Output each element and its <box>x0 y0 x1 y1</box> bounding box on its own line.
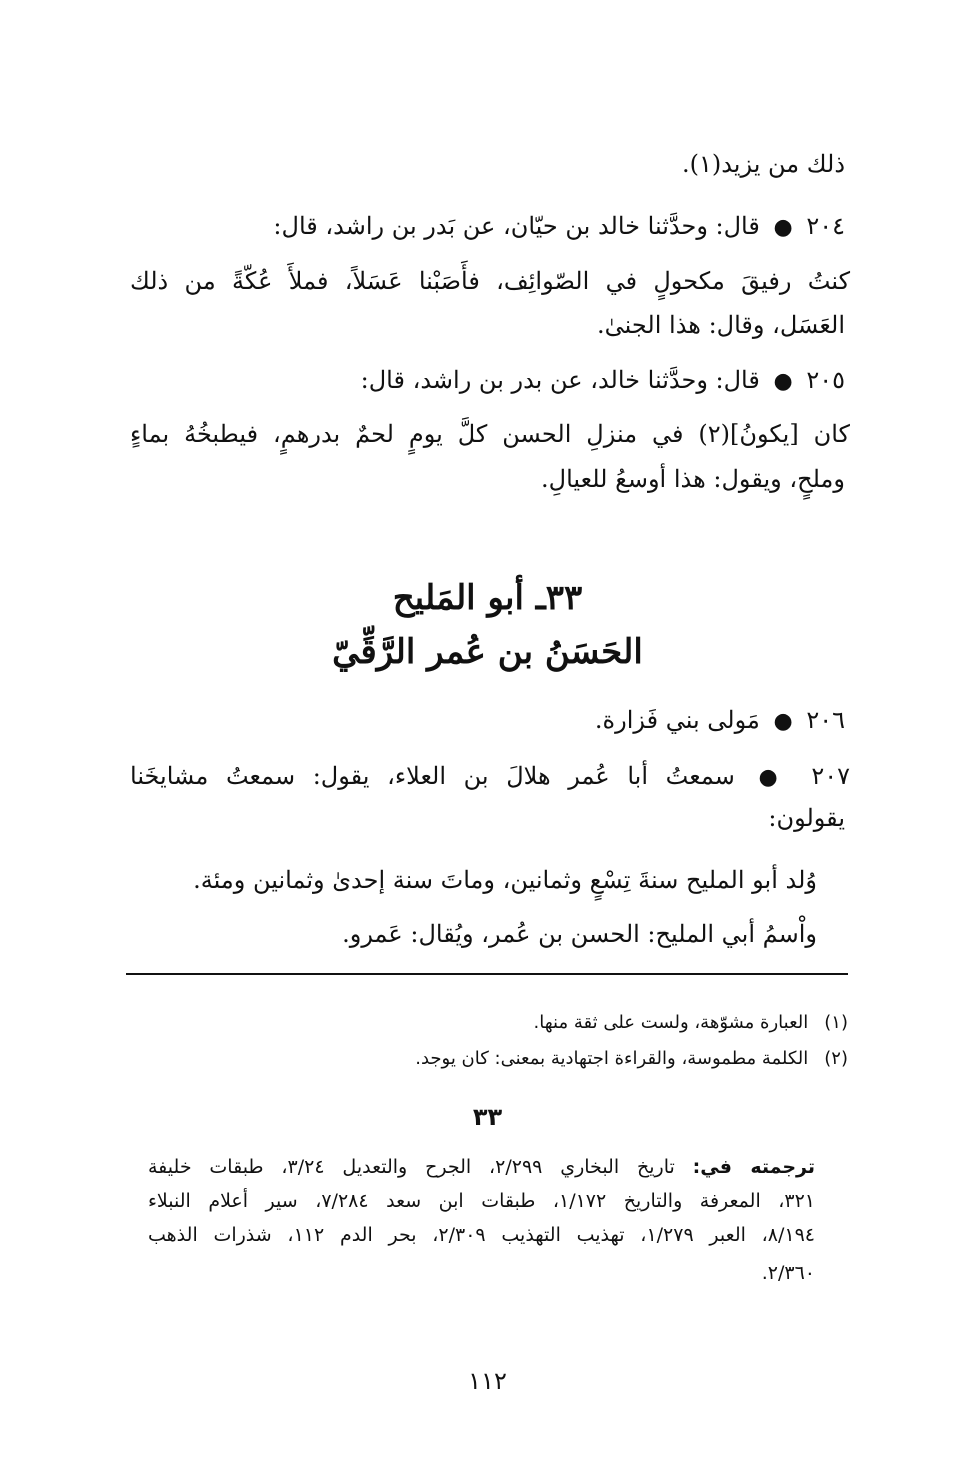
entry-text: مَولى بني فَزارة. <box>594 706 760 734</box>
page-number: ١١٢ <box>468 1367 507 1395</box>
bullet-icon: ● <box>773 709 793 734</box>
section-heading: ٣٣ـ أبو المَليح <box>392 578 583 618</box>
quote-line <box>130 465 845 494</box>
bullet-icon: ● <box>773 369 793 394</box>
quote-text: كنتُ رفيقَ مكحولٍ في الصّوائِف، فأَصَبْنا عَسَلاً، فملأَ عُكّةً من ذلك <box>130 267 850 295</box>
biography-text: ٢/٣٦٠. <box>761 1262 815 1284</box>
biography-line <box>148 1156 815 1179</box>
biography-line <box>148 1224 815 1247</box>
entry-204 <box>130 212 845 241</box>
biography-line <box>148 1190 815 1213</box>
quote-text: واْسمُ أبي المليح: الحسن بن عُمر، ويُقال: عَمرو. <box>342 920 817 948</box>
biography-text: ٨/١٩٤، العبر ١/٢٧٩، تهذيب التهذيب ٢/٣٠٩، بحر الدم ١١٢، شذرات الذهب <box>148 1224 815 1246</box>
footnote-text: العبارة مشوّهة، ولست على ثقة منها. <box>533 1012 809 1033</box>
quote-line <box>130 866 817 895</box>
quote-line <box>130 420 850 449</box>
entry-number: ٢٠٦ <box>806 706 845 734</box>
biography-line <box>148 1262 815 1285</box>
entry-text: قال: وحدَّثنا خالد بن حيّان، عن بَدر بن راشد، قال: <box>273 212 760 240</box>
entry-text: قال: وحدَّثنا خالد، عن بدر بن راشد، قال: <box>360 366 760 394</box>
quote-text: كان [يكونُ](٢) في منزلِ الحسن كلَّ يومٍ لحمٌ بدرهمٍ، فيطبخُهُ بماءٍ <box>130 420 850 448</box>
quote-line <box>130 311 845 340</box>
footnote-number: (٢) <box>824 1048 848 1069</box>
biography-label: ترجمته في: <box>692 1156 816 1178</box>
entry-207 <box>130 762 850 791</box>
footnote-2 <box>130 1048 848 1070</box>
entry-number: ٢٠٧ <box>811 762 850 790</box>
entry-206 <box>130 706 845 735</box>
bullet-icon: ● <box>758 765 788 790</box>
footnote-separator <box>126 973 848 975</box>
footnote-number: (١) <box>824 1012 848 1033</box>
section-subheading: الحَسَنُ بن عُمر الرَّقِّيّ <box>332 632 643 672</box>
text-span: ذلك من يزيد(١). <box>681 150 845 178</box>
quote-line <box>130 267 850 296</box>
footnote-text: الكلمة مطموسة، والقراءة اجتهادية بمعنى: كان يوجد. <box>415 1048 809 1069</box>
biography-text: ٣٢١، المعرفة والتاريخ ١/١٧٢، طبقات ابن سعد ٧/٢٨٤، سير أعلام النبلاء <box>148 1190 815 1212</box>
entry-text-continuation: يقولون: <box>768 804 845 832</box>
entry-number: ٢٠٤ <box>806 212 845 240</box>
quote-line <box>130 920 817 949</box>
biography-text: تاريخ البخاري ٢/٢٩٩، الجرح والتعديل ٣/٢٤، طبقات خليفة <box>148 1156 675 1178</box>
biography-number: ٣٣ <box>472 1103 503 1131</box>
entry-text: سمعتُ أبا عُمر هلالَ بن العلاء، يقول: سمعتُ مشايخَنا <box>130 762 735 790</box>
footnote-1 <box>130 1012 848 1034</box>
quote-text: وملحٍ، ويقول: هذا أوسعُ للعيالِ. <box>541 465 845 493</box>
quote-text: العَسَل، وقال: هذا الجنىٰ. <box>597 311 845 339</box>
entry-205 <box>130 366 845 395</box>
text-line <box>130 150 845 179</box>
text-line <box>130 804 845 833</box>
quote-text: وُلد أبو المليح سنةَ تِسْعٍ وثمانين، وماتَ سنة إحدىٰ وثمانين ومئة. <box>193 866 817 894</box>
bullet-icon: ● <box>773 215 793 240</box>
entry-number: ٢٠٥ <box>806 366 845 394</box>
